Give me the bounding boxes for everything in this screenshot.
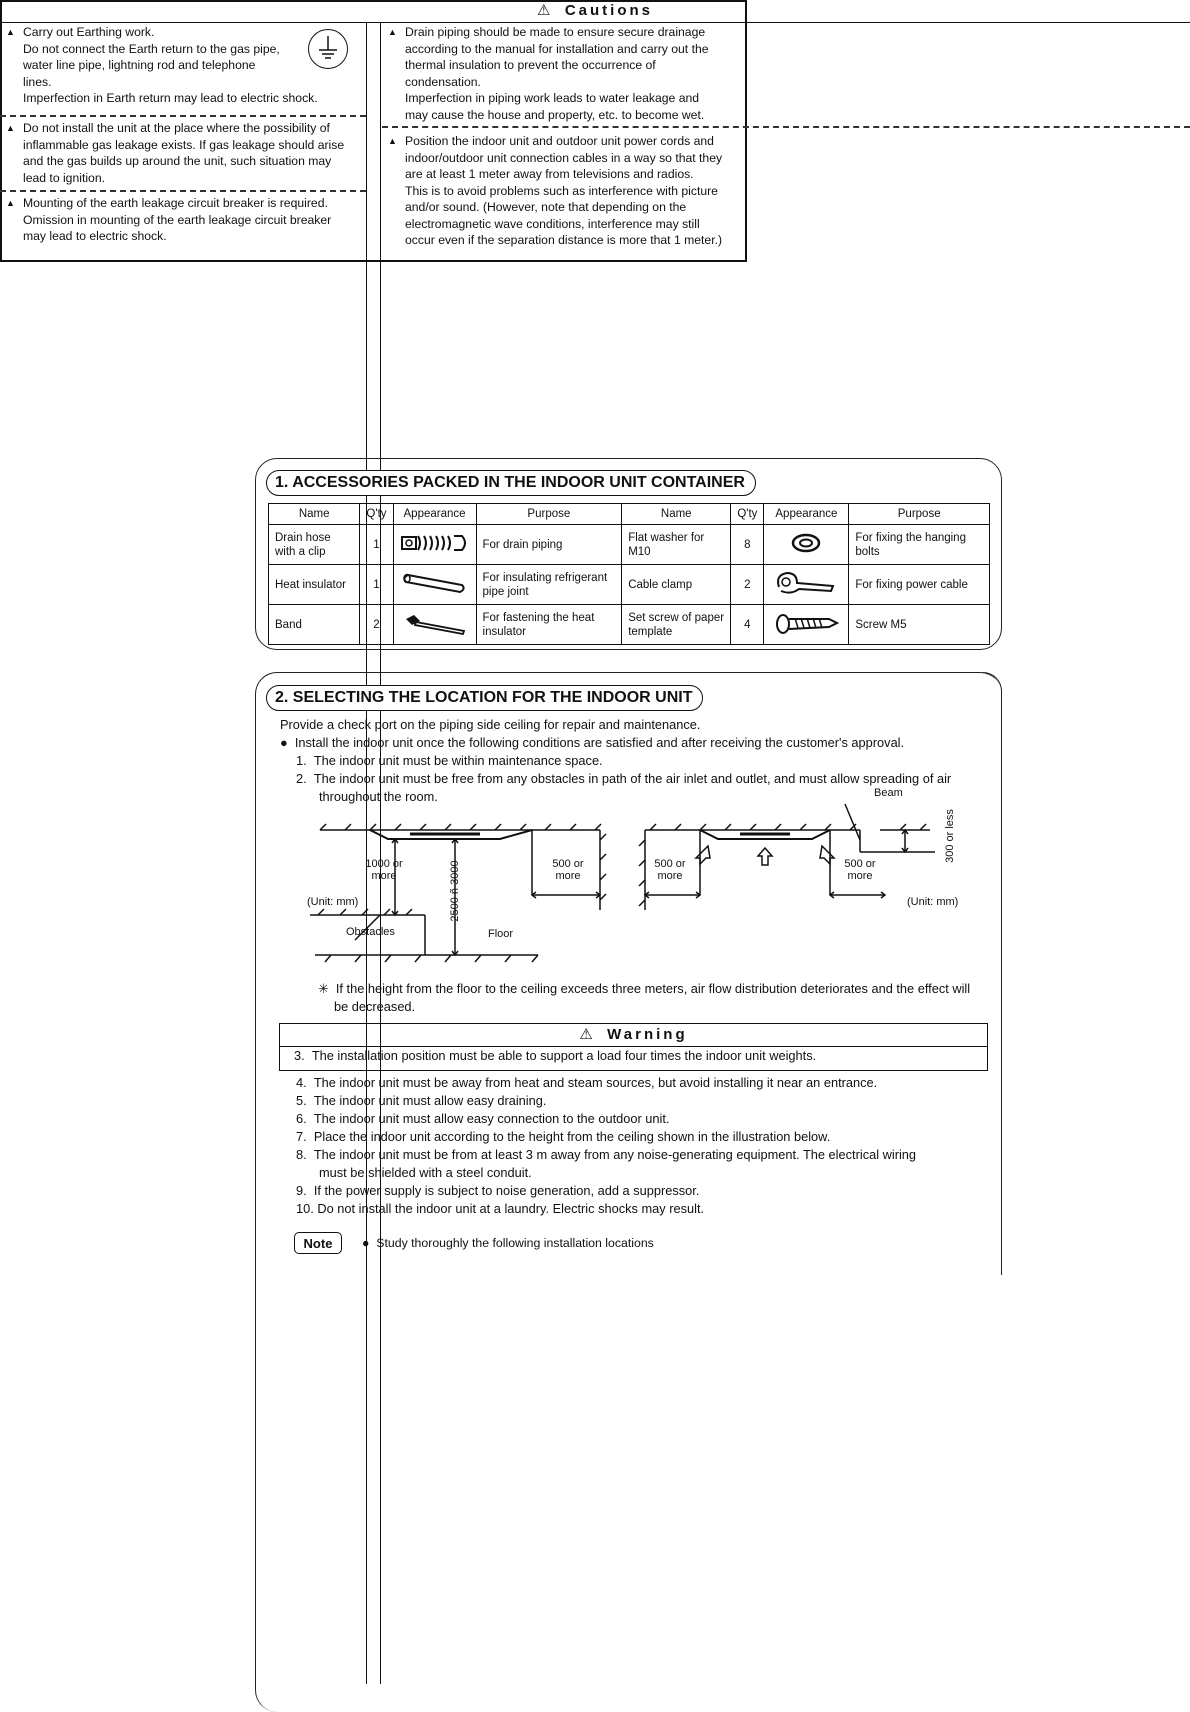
list-item: 1. The indoor unit must be within maintenance space.	[296, 753, 603, 768]
bullet-triangle-icon: ▲	[6, 27, 15, 37]
caution-item: ▲ Carry out Earthing work. Do not connect the Earth return to the gas pipe, water line pipe, lightning rod and telephone lines. Imperfection in Earth return may lead to electric shock.	[6, 25, 318, 105]
section2-title: 2. SELECTING THE LOCATION FOR THE INDOOR UNIT	[266, 685, 703, 711]
table-row: Drain hose with a clip 1 For drain piping Flat washer for M10 8 For fixing the hanging bolts	[269, 525, 990, 565]
height-2500-3000-label: 2500 ñ 3000	[449, 860, 461, 922]
list-item: 4. The indoor unit must be away from heat and steam sources, but avoid installing it near an entrance.	[296, 1075, 878, 1090]
warning-title: ⚠ Warning	[280, 1024, 987, 1047]
bullet-triangle-icon: ▲	[388, 136, 397, 146]
beam-300-label: 300 or less	[944, 809, 956, 863]
clearance-500-mid-label: 500 or more	[654, 858, 686, 882]
unit-left-label: (Unit: mm)	[307, 896, 359, 908]
warning-box	[279, 1023, 988, 1071]
bullet-item: ● Install the indoor unit once the following conditions are satisfied and after receiving the customer's approval.	[280, 735, 905, 750]
list-item: 2. The indoor unit must be free from any obstacles in path of the air inlet and outlet, and must allow spreading of air	[296, 771, 952, 786]
note-label: Note	[294, 1232, 342, 1254]
section1-title: 1. ACCESSORIES PACKED IN THE INDOOR UNIT CONTAINER	[266, 470, 756, 496]
obstacles-label: Obstacles	[346, 926, 395, 938]
caution-item: ▲ Position the indoor unit and outdoor unit power cords and indoor/outdoor unit connection cables in a way so that they are at least 1 meter away from televisions and radios. This is to avoid problems such as interference with picture and/or sound. (However, note that depending on the electromagnetic wave conditions, interference may still occur even if the separation distance is more that 1 meter.)	[388, 134, 723, 247]
caution-item: ▲ Do not install the unit at the place where the possibility of inflammable gas leakage exists. If gas leakage should arise and the gas builds up around the unit, such situation may lead to ignition.	[6, 121, 345, 185]
asterisk-icon: ✳	[318, 981, 329, 996]
clearance-1000-label: 1000 or more	[365, 858, 403, 882]
list-item: 5. The indoor unit must allow easy draining.	[296, 1093, 547, 1108]
bullet-dot-icon: ●	[280, 735, 288, 750]
table-row: Heat insulator 1 For insulating refrigerant pipe joint Cable clamp 2 For fixing power cable	[269, 565, 990, 605]
beam-label: Beam	[874, 787, 903, 799]
clearance-500-left-label: 500 or more	[552, 858, 584, 882]
cautions-title: ⚠ Cautions	[0, 0, 1190, 23]
list-item: 3. The installation position must be able to support a load four times the indoor unit weights.	[294, 1048, 817, 1063]
list-item: 6. The indoor unit must allow easy connection to the outdoor unit.	[296, 1111, 670, 1126]
caution-item: ▲ Mounting of the earth leakage circuit breaker is required. Omission in mounting of the earth leakage circuit breaker may lead to electric shock.	[6, 196, 332, 243]
table-header-row: Name Q'ty Appearance Purpose Name Q'ty Appearance Purpose	[269, 504, 990, 525]
footnote: ✳ If the height from the floor to the ceiling exceeds three meters, air flow distribution deteriorates and the effect will	[318, 981, 971, 996]
bullet-triangle-icon: ▲	[6, 123, 15, 133]
list-item: 7. Place the indoor unit according to the height from the ceiling shown in the illustration below.	[296, 1129, 831, 1144]
bullet-triangle-icon: ▲	[388, 27, 397, 37]
screw-icon	[764, 605, 849, 645]
warning-triangle-icon: ⚠	[537, 2, 551, 19]
installation-clearance-diagram	[300, 800, 980, 970]
heat-insulator-icon	[393, 565, 476, 605]
list-item: 10. Do not install the indoor unit at a laundry. Electric shocks may result.	[296, 1201, 705, 1216]
band-icon	[393, 605, 476, 645]
intro-text: Provide a check port on the piping side ceiling for repair and maintenance.	[280, 717, 701, 732]
note-text: ● Study thoroughly the following installation locations	[362, 1236, 654, 1250]
cable-clamp-icon	[764, 565, 849, 605]
bullet-triangle-icon: ▲	[6, 198, 15, 208]
clearance-500-right-label: 500 or more	[844, 858, 876, 882]
accessories-table	[268, 503, 990, 645]
list-item: 9. If the power supply is subject to noise generation, add a suppressor.	[296, 1183, 700, 1198]
floor-label: Floor	[488, 928, 514, 940]
unit-right-label: (Unit: mm)	[907, 896, 959, 908]
cautions-box	[0, 0, 747, 262]
drain-hose-icon	[393, 525, 476, 565]
flat-washer-icon	[764, 525, 849, 565]
table-row: Band 2 For fastening the heat insulator Set screw of paper template 4 Screw M5	[269, 605, 990, 645]
warning-triangle-icon: ⚠	[579, 1026, 593, 1043]
caution-item: ▲ Drain piping should be made to ensure secure drainage according to the manual for installation and carry out the thermal insulation to prevent the occurrence of condensation. Imperfection in piping work leads to water leakage and may cause the house and property, etc. to become wet.	[388, 25, 709, 122]
earth-ground-icon	[308, 29, 348, 69]
bullet-dot-icon: ●	[362, 1236, 370, 1250]
list-item: 8. The indoor unit must be from at least 3 m away from any noise-generating equipment. The electrical wiring	[296, 1147, 917, 1162]
